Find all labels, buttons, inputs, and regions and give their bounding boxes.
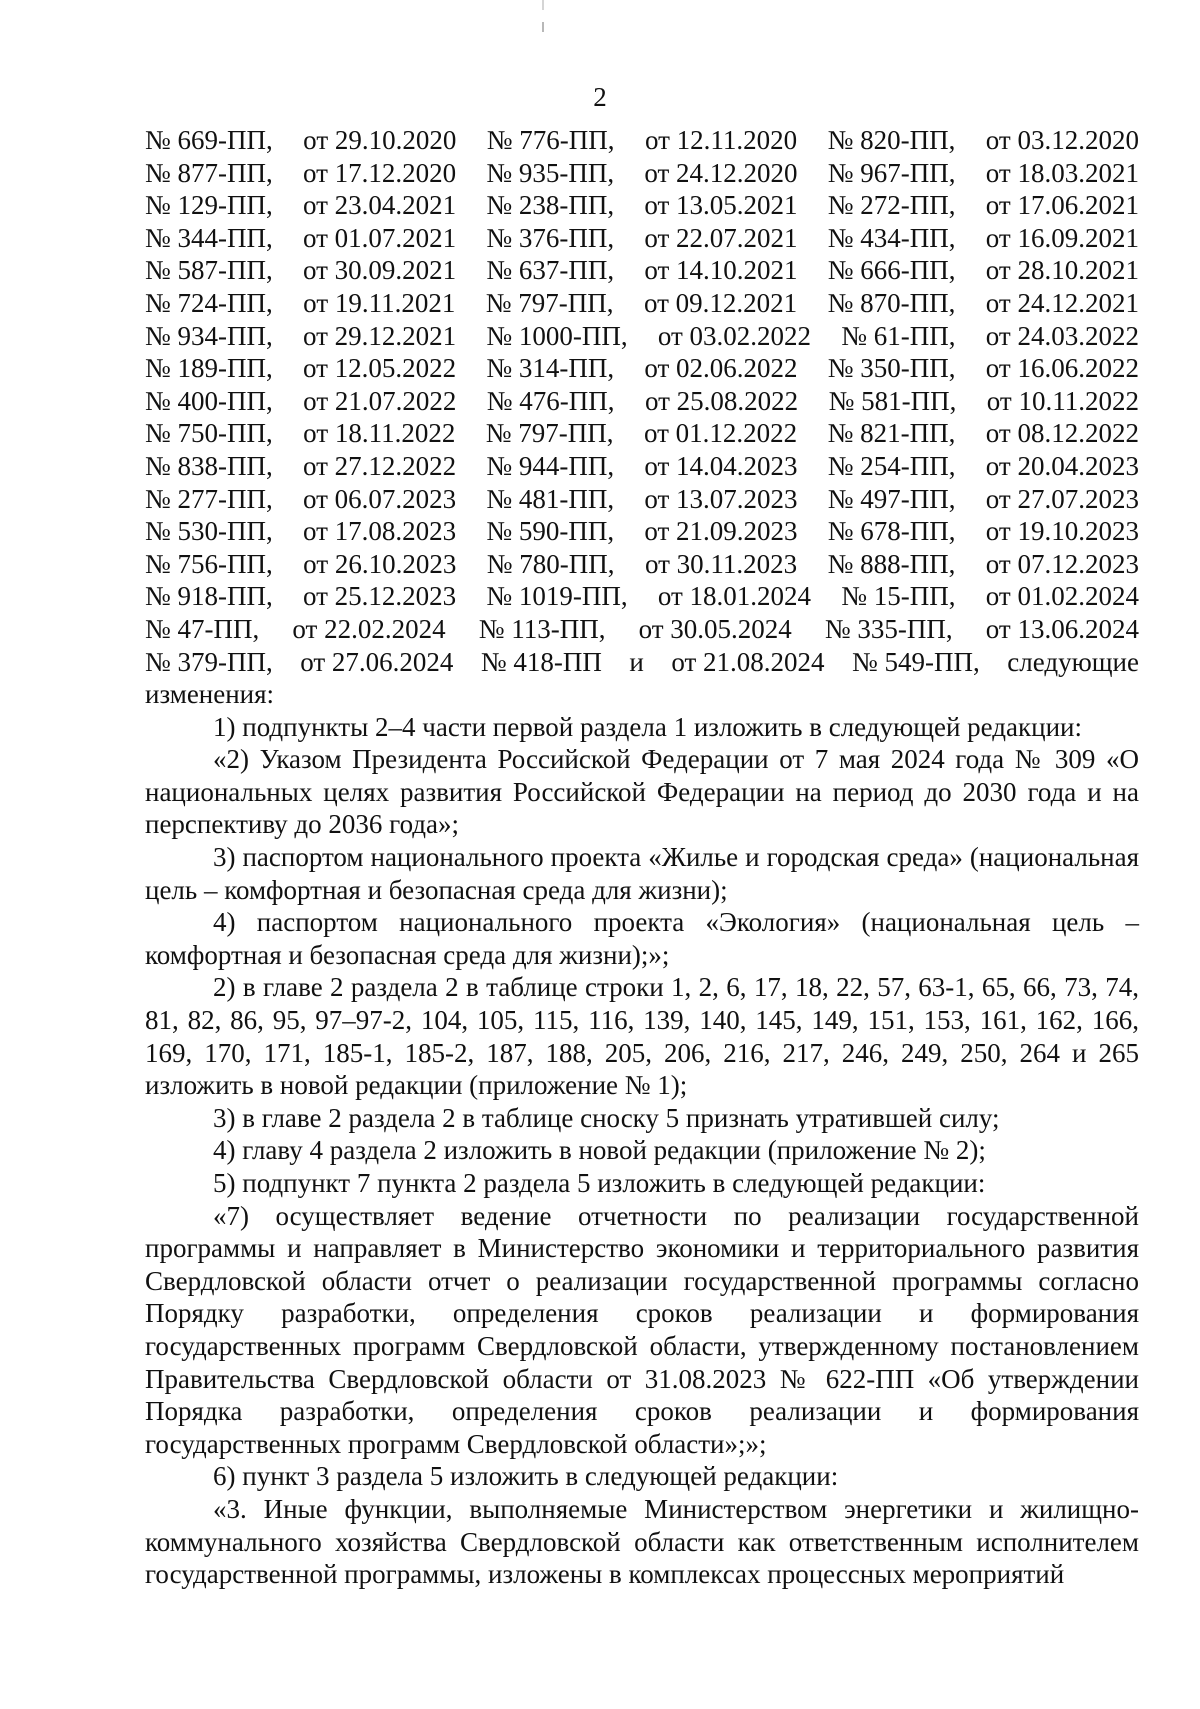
paragraph: 4) паспортом национального проекта «Экология» (национальная цель – комфортная и безопасная среда для жизни);»; (145, 907, 1139, 970)
reference-row (145, 580, 1139, 613)
reference-cell: № 476-ПП, (486, 385, 615, 416)
reference-cell: от 14.04.2023 (644, 450, 798, 481)
reference-cell: от 13.05.2021 (644, 190, 798, 221)
reference-cell: № 637-ПП, (486, 255, 615, 286)
reference-cell: № 15-ПП, (841, 581, 956, 612)
reference-cell: № 967-ПП, (827, 157, 956, 188)
reference-cell: от 26.10.2023 (303, 548, 457, 579)
reference-cell: от 18.11.2022 (303, 418, 456, 449)
reference-cell: № 418-ПП (480, 646, 602, 677)
reference-cell: от 24.12.2021 (985, 287, 1139, 318)
reference-cell: от 13.07.2023 (644, 483, 798, 514)
reference-cell: от 12.05.2022 (302, 353, 457, 384)
reference-row (145, 124, 1139, 157)
reference-cell: от 02.06.2022 (644, 353, 798, 384)
paragraph: 1) подпункты 2–4 части первой раздела 1 изложить в следующей редакции: (213, 711, 1082, 742)
reference-cell: от 21.07.2022 (303, 385, 457, 416)
reference-cell: № 314-ПП, (486, 353, 615, 384)
paragraph: 2) в главе 2 раздела 2 в таблице строки 1, 2, 6, 17, 18, 22, 57, 63-1, 65, 66, 73, 74, 81, 82, 86, 95, 97–97-2, 104, 105, 115, 116, 139, 140, 145, 149, 151, 153, 161, 162, 166, 169, 170, 171, 185-1, 185-2, 187, 188, 205, 206, 216, 217, 246, 249, 250, 264 и 265 изложить в новой редакции (приложение № 1); (145, 972, 1139, 1101)
reference-cell: от 25.12.2023 (302, 581, 457, 612)
scan-artifact (542, 0, 544, 10)
reference-cell: № 344-ПП, (145, 222, 273, 253)
reference-cell: № 669-ПП, (145, 125, 273, 155)
reference-cell: № 750-ПП, (145, 418, 273, 449)
document-body (145, 124, 1139, 1591)
paragraph: «3. Иные функции, выполняемые Министерством энергетики и жилищно-коммунального хозяйства Свердловской области как ответственным исполнителем государственной программы, изложены в комплексах процессных мероприятий (145, 1493, 1139, 1590)
reference-cell: № 129-ПП, (145, 190, 273, 221)
reference-cell: от 21.09.2023 (644, 516, 798, 547)
reference-cell: № 238-ПП, (486, 190, 615, 221)
reference-end: изменения: (145, 679, 275, 710)
reference-row (145, 385, 1139, 418)
reference-cell: от 19.11.2021 (303, 287, 456, 318)
reference-cell: от 17.08.2023 (302, 516, 457, 547)
reference-cell: от 01.07.2021 (302, 222, 457, 253)
paragraph: 4) главу 4 раздела 2 изложить в новой редакции (приложение № 2); (213, 1135, 986, 1166)
reference-cell: № 530-ПП, (145, 516, 273, 547)
reference-cell: № 497-ПП, (827, 483, 956, 514)
reference-list (145, 124, 1139, 646)
paragraph: 3) паспортом национального проекта «Жилье и городская среда» (национальная цель – комфортная и безопасная среда для жизни); (145, 842, 1139, 905)
reference-cell: № 434-ПП, (827, 222, 956, 253)
reference-cell: № 888-ПП, (827, 548, 956, 579)
reference-cell: № 678-ПП, (827, 516, 956, 547)
reference-cell: от 03.02.2022 (657, 320, 812, 351)
reference-row (145, 450, 1139, 483)
reference-cell: от 30.11.2023 (644, 548, 798, 579)
reference-cell: № 934-ПП, (145, 320, 273, 351)
reference-cell: от 20.04.2023 (985, 450, 1139, 481)
reference-cell: от 17.06.2021 (985, 190, 1139, 221)
reference-cell: от 28.10.2021 (985, 255, 1139, 286)
reference-cell: от 19.10.2023 (985, 516, 1139, 547)
reference-row (145, 254, 1139, 287)
reference-cell: от 29.12.2021 (302, 320, 457, 351)
reference-row (145, 548, 1139, 581)
reference-cell: № 113-ПП, (478, 613, 606, 644)
reference-cell: от 30.09.2021 (302, 255, 457, 286)
reference-cell: следующие (1007, 646, 1139, 677)
reference-row (145, 483, 1139, 516)
reference-cell: № 272-ПП, (827, 190, 956, 221)
reference-cell: № 189-ПП, (145, 353, 273, 384)
reference-cell: и (629, 646, 644, 677)
reference-cell: от 30.05.2024 (638, 613, 792, 644)
reference-cell: от 10.11.2022 (986, 385, 1139, 416)
reference-cell: от 03.12.2020 (985, 125, 1139, 155)
reference-cell: № 944-ПП, (486, 450, 615, 481)
page-number: 2 (593, 82, 607, 112)
reference-cell: от 07.12.2023 (985, 548, 1139, 579)
reference-cell: № 376-ПП, (486, 222, 615, 253)
reference-cell: № 1019-ПП, (486, 581, 628, 612)
reference-cell: от 21.08.2024 (671, 646, 825, 677)
reference-cell: от 08.12.2022 (985, 418, 1139, 449)
reference-cell: от 18.01.2024 (657, 581, 812, 612)
paragraph: 5) подпункт 7 пункта 2 раздела 5 изложить в следующей редакции: (213, 1168, 986, 1198)
reference-cell: № 838-ПП, (145, 450, 273, 481)
reference-cell: от 24.12.2020 (644, 157, 798, 188)
paragraph: 3) в главе 2 раздела 2 в таблице сноску 5 признать утратившей силу; (213, 1102, 1000, 1133)
paragraph: «7) осуществляет ведение отчетности по реализации государственной программы и направляет в Министерство экономики и территориального развития Свердловской области отчет о реализации государственной программы согласно Порядку разработки, определения сроков реализации и формирования государственных программ Свердловской области, утвержденному постановлением Правительства Свердловской области от 31.08.2023 № 622-ПП «Об утверждении Порядка разработки, определения сроков реализации и формирования государственных программ Свердловской области»;»; (145, 1200, 1139, 1459)
reference-cell: от 14.10.2021 (644, 255, 798, 286)
reference-cell: № 780-ПП, (486, 548, 615, 579)
reference-cell: № 587-ПП, (145, 255, 273, 286)
reference-row (145, 613, 1139, 646)
reference-cell: № 776-ПП, (486, 125, 615, 155)
reference-cell: от 01.02.2024 (985, 581, 1139, 612)
reference-cell: от 24.03.2022 (985, 320, 1139, 351)
reference-cell: № 335-ПП, (824, 613, 953, 644)
reference-row (145, 222, 1139, 255)
reference-cell: № 549-ПП, (852, 646, 980, 677)
reference-cell: от 23.04.2021 (302, 190, 457, 221)
reference-cell: № 756-ПП, (145, 548, 273, 579)
reference-cell: № 581-ПП, (828, 385, 957, 416)
reference-cell: от 18.03.2021 (985, 157, 1139, 188)
reference-row (145, 157, 1139, 190)
reference-cell: от 22.02.2024 (292, 613, 446, 644)
paragraph: 6) пункт 3 раздела 5 изложить в следующей редакции: (213, 1461, 839, 1492)
reference-cell: от 01.12.2022 (643, 418, 798, 449)
reference-cell: от 27.06.2024 (300, 646, 454, 677)
reference-cell: № 379-ПП, (145, 646, 273, 677)
reference-cell: № 820-ПП, (827, 125, 956, 155)
reference-cell: № 797-ПП, (485, 418, 614, 449)
reference-cell: № 870-ПП, (827, 287, 956, 318)
reference-row (145, 417, 1139, 450)
reference-cell: № 277-ПП, (145, 483, 273, 514)
reference-cell: № 1000-ПП, (486, 320, 628, 351)
reference-cell: от 16.06.2022 (985, 353, 1139, 384)
reference-cell: от 29.10.2020 (303, 125, 457, 155)
reference-cell: от 13.06.2024 (985, 613, 1139, 644)
reference-cell: № 61-ПП, (841, 320, 956, 351)
reference-cell: № 724-ПП, (145, 287, 273, 318)
reference-row (145, 320, 1139, 353)
scan-artifact (542, 22, 544, 32)
reference-cell: от 25.08.2022 (644, 385, 799, 416)
reference-cell: № 590-ПП, (486, 516, 615, 547)
reference-cell: № 254-ПП, (827, 450, 956, 481)
reference-cell: от 27.12.2022 (302, 450, 457, 481)
reference-cell: от 16.09.2021 (985, 222, 1139, 253)
reference-cell: № 821-ПП, (827, 418, 956, 449)
reference-cell: от 27.07.2023 (985, 483, 1139, 514)
reference-cell: от 09.12.2021 (643, 287, 798, 318)
reference-cell: № 797-ПП, (485, 287, 614, 318)
reference-cell: № 350-ПП, (827, 353, 956, 384)
reference-cell: от 06.07.2023 (302, 483, 457, 514)
reference-tail (145, 646, 1139, 679)
reference-row (145, 189, 1139, 222)
reference-cell: от 22.07.2021 (644, 222, 798, 253)
reference-row (145, 352, 1139, 385)
paragraph: «2) Указом Президента Российской Федерации от 7 мая 2024 года № 309 «О национальных целях развития Российской Федерации на период до 2030 года и на перспективу до 2036 года»; (145, 744, 1139, 840)
reference-cell: № 918-ПП, (145, 581, 273, 612)
reference-row (145, 515, 1139, 548)
reference-cell: № 400-ПП, (145, 385, 273, 416)
reference-cell: № 877-ПП, (145, 157, 273, 188)
reference-cell: № 47-ПП, (145, 613, 260, 644)
reference-cell: № 935-ПП, (486, 157, 615, 188)
reference-cell: от 12.11.2020 (644, 125, 798, 155)
reference-cell: № 666-ПП, (827, 255, 956, 286)
reference-row (145, 287, 1139, 320)
reference-cell: от 17.12.2020 (302, 157, 457, 188)
reference-cell: № 481-ПП, (486, 483, 615, 514)
